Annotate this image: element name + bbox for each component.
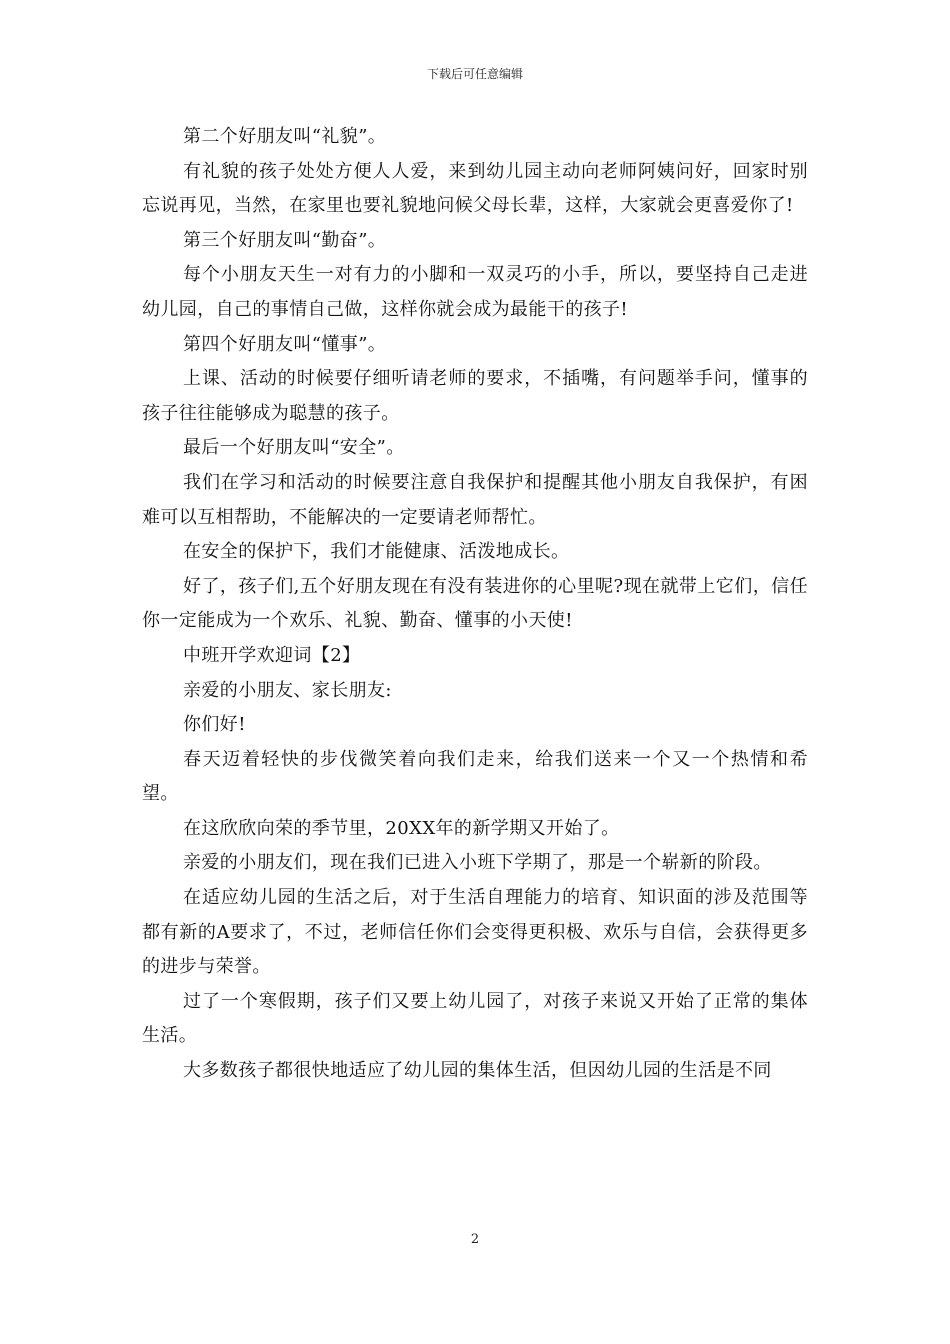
section-heading: 中班开学欢迎词【2】 bbox=[183, 644, 361, 666]
paragraph: 我们在学习和活动的时候要注意自我保护和提醒其他小朋友自我保护，有困难可以互相帮助，不能解决的一定要请老师帮忙。 bbox=[142, 471, 808, 528]
paragraph: 第三个好朋友叫“勤奋”。 bbox=[183, 229, 387, 251]
paragraph: 在适应幼儿园的生活之后，对于生活自理能力的培育、知识面的涉及范围等都有新的A要求了，不过，老师信任你们会变得更积极、欢乐与自信，会获得更多的进步与荣誉。 bbox=[142, 887, 808, 978]
paragraph: 在这欣欣向荣的季节里，20XX年的新学期又开始了。 bbox=[183, 817, 620, 839]
paragraph: 在安全的保护下，我们才能健康、活泼地成长。 bbox=[183, 541, 570, 563]
paragraph: 亲爱的小朋友们，现在我们已进入小班下学期了，那是一个崭新的阶段。 bbox=[183, 852, 772, 874]
page-header: 下载后可任意编辑 bbox=[426, 67, 523, 81]
paragraph: 最后一个好朋友叫“安全”。 bbox=[183, 437, 405, 459]
paragraph: 好了，孩子们,五个好朋友现在有没有装进你的心里呢?现在就带上它们，信任你一定能成为一个欢乐、礼貌、勤奋、懂事的小天使! bbox=[142, 575, 808, 632]
paragraph: 大多数孩子都很快地适应了幼儿园的集体生活，但因幼儿园的生活是不同 bbox=[183, 1060, 772, 1082]
paragraph: 有礼貌的孩子处处方便人人爱，来到幼儿园主动向老师阿姨问好，回家时别忘说再见，当然，在家里也要礼貌地问候父母长辈，这样，大家就会更喜爱你了! bbox=[142, 160, 808, 217]
paragraph: 过了一个寒假期，孩子们又要上幼儿园了，对孩子来说又开始了正常的集体生活。 bbox=[142, 990, 808, 1047]
document-body bbox=[142, 120, 808, 1089]
greeting: 你们好! bbox=[183, 714, 246, 736]
paragraph: 上课、活动的时候要仔细听请老师的要求，不插嘴，有问题举手问，懂事的孩子往往能够成为聪慧的孩子。 bbox=[142, 368, 808, 424]
paragraph: 第四个好朋友叫“懂事”。 bbox=[183, 333, 387, 355]
paragraph: 第二个好朋友叫“礼貌”。 bbox=[183, 126, 387, 147]
greeting-salutation: 亲爱的小朋友、家长朋友: bbox=[183, 679, 392, 701]
page-number: 2 bbox=[470, 1232, 480, 1247]
paragraph: 春天迈着轻快的步伐微笑着向我们走来，给我们送来一个又一个热情和希望。 bbox=[142, 748, 808, 805]
paragraph: 每个小朋友天生一对有力的小脚和一双灵巧的小手，所以，要坚持自己走进幼儿园，自己的事情自己做，这样你就会成为最能干的孩子! bbox=[142, 264, 808, 320]
